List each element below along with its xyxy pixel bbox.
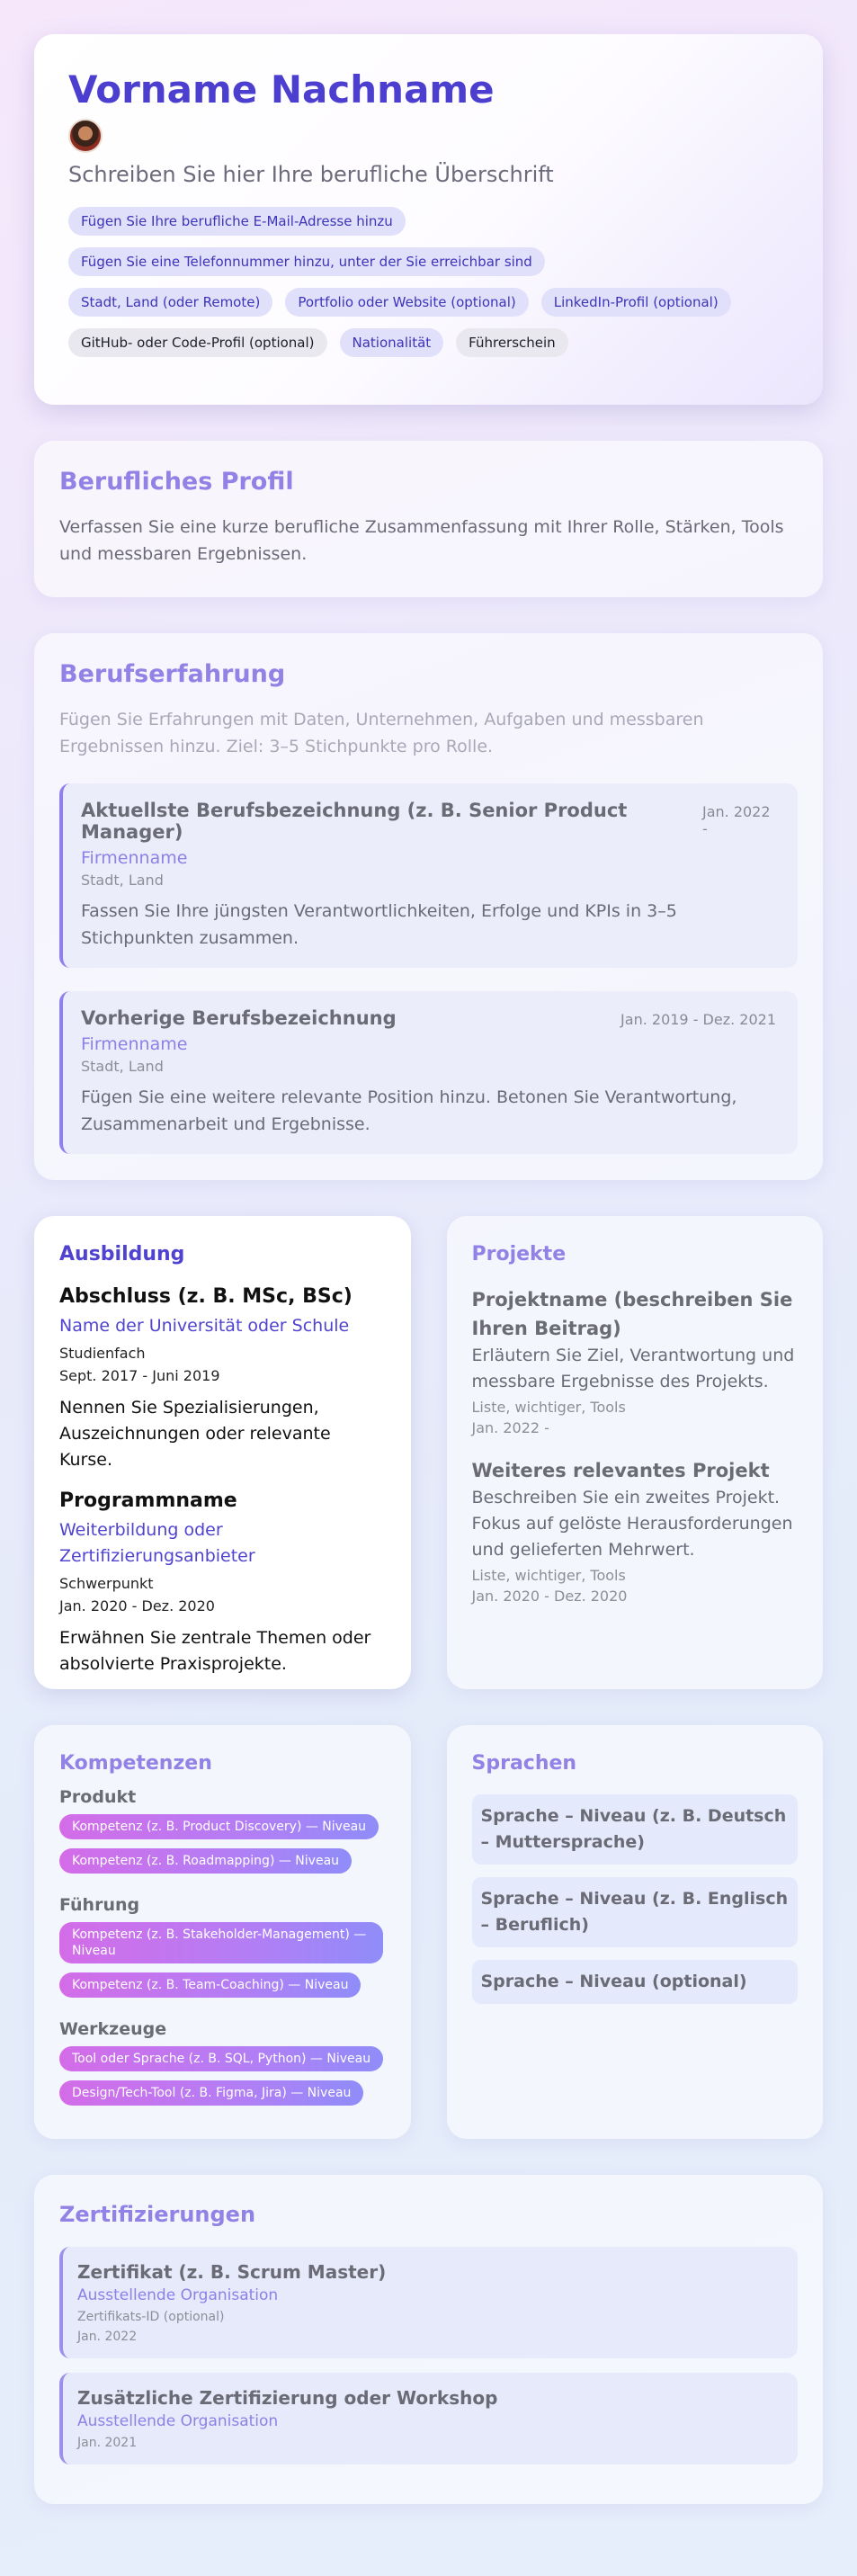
project-tools: Liste, wichtiger, Tools	[471, 1399, 626, 1416]
skill-pill: Design/Tech-Tool (z. B. Figma, Jira) — Niveau	[59, 2080, 363, 2106]
language-item: Sprache – Niveau (optional)	[472, 1960, 799, 2004]
job-title: Aktuellste Berufsbezeichnung (z. B. Senior Product Manager)	[81, 800, 628, 843]
edu-field: Schwerpunkt	[59, 1575, 154, 1592]
profile-section	[34, 441, 823, 597]
section-title: Ausbildung	[59, 1243, 185, 1266]
skill-group-title: Führung	[59, 1895, 140, 1915]
profile-text: Verfassen Sie eine kurze berufliche Zusammenfassung mit Ihrer Rolle, Stärken, Tools und messbaren Ergebnissen.	[59, 517, 784, 564]
linkedin-chip[interactable]: LinkedIn-Profil (optional)	[541, 288, 731, 317]
skill-pill: Kompetenz (z. B. Product Discovery) — Niveau	[59, 1814, 379, 1839]
job-date: Jan. 2022 -	[701, 803, 771, 837]
portfolio-chip[interactable]: Portfolio oder Website (optional)	[285, 288, 528, 317]
edu-school: Weiterbildung oder Zertifizierungsanbieter	[59, 1520, 255, 1566]
phone-chip[interactable]: Fügen Sie eine Telefonnummer hinzu, unter der Sie erreichbar sind	[68, 247, 545, 276]
job-entry	[59, 991, 798, 1154]
cert-name: Zertifikat (z. B. Scrum Master)	[77, 2261, 387, 2283]
section-title: Berufserfahrung	[59, 660, 286, 688]
section-title: Sprachen	[471, 1752, 577, 1775]
job-location: Stadt, Land	[81, 872, 164, 889]
section-title: Projekte	[471, 1243, 567, 1266]
edu-field: Studienfach	[59, 1345, 146, 1362]
license-chip: Führerschein	[456, 328, 568, 357]
job-company: Firmenname	[81, 848, 188, 868]
job-company: Firmenname	[81, 1034, 188, 1054]
skill-group-title: Produkt	[59, 1787, 137, 1807]
job-description: Fassen Sie Ihre jüngsten Verantwortlichkeiten, Erfolge und KPIs in 3–5 Stichpunkten zusammen.	[81, 901, 677, 948]
language-item: Sprache – Niveau (z. B. Deutsch – Muttersprache)	[472, 1794, 799, 1865]
project-tools: Liste, wichtiger, Tools	[471, 1567, 626, 1584]
cert-id: Zertifikats-ID (optional)	[77, 2310, 225, 2324]
contact-chips	[68, 207, 788, 357]
edu-date: Sept. 2017 - Juni 2019	[59, 1367, 220, 1384]
education-section	[34, 1216, 411, 1689]
edu-degree: Abschluss (z. B. MSc, BSc)	[59, 1285, 353, 1308]
project-description: Beschreiben Sie ein zweites Projekt. Fokus auf gelöste Herausforderungen und gelieferten Mehrwert.	[471, 1488, 793, 1560]
nationality-chip: Nationalität	[340, 328, 444, 357]
section-title: Berufliches Profil	[59, 468, 294, 496]
job-description: Fügen Sie eine weitere relevante Position hinzu. Betonen Sie Verantwortung, Zusammenarbeit und Ergebnisse.	[81, 1087, 737, 1134]
job-entry	[59, 783, 798, 968]
skills-section	[34, 1725, 411, 2139]
header-card	[34, 34, 823, 405]
skill-pill: Kompetenz (z. B. Stakeholder-Management) — Niveau	[59, 1922, 383, 1963]
email-chip[interactable]: Fügen Sie Ihre berufliche E-Mail-Adresse hinzu	[68, 207, 406, 236]
edu-school: Name der Universität oder Schule	[59, 1316, 350, 1336]
project-description: Erläutern Sie Ziel, Verantwortung und messbare Ergebnisse des Projekts.	[471, 1346, 795, 1391]
experience-intro: Fügen Sie Erfahrungen mit Daten, Unternehmen, Aufgaben und messbaren Ergebnissen hinzu. Ziel: 3–5 Stichpunkte pro Rolle.	[59, 710, 704, 756]
github-chip[interactable]: GitHub- oder Code-Profil (optional)	[68, 328, 327, 357]
location-chip: Stadt, Land (oder Remote)	[68, 288, 272, 317]
cert-org: Ausstellende Organisation	[77, 2412, 279, 2430]
section-title: Kompetenzen	[59, 1752, 212, 1775]
experience-section	[34, 633, 823, 1180]
projects-section	[447, 1216, 824, 1689]
languages-section	[447, 1725, 824, 2139]
job-title: Vorherige Berufsbezeichnung	[81, 1007, 397, 1029]
cert-date: Jan. 2021	[77, 2436, 138, 2450]
project-name: Weiteres relevantes Projekt	[471, 1460, 770, 1481]
certifications-section	[34, 2175, 823, 2504]
project-date: Jan. 2022 -	[471, 1419, 549, 1436]
section-title: Zertifizierungen	[59, 2202, 256, 2227]
skill-group-title: Werkzeuge	[59, 2019, 167, 2039]
project-date: Jan. 2020 - Dez. 2020	[471, 1588, 628, 1605]
skill-pill: Kompetenz (z. B. Roadmapping) — Niveau	[59, 1848, 352, 1874]
edu-description: Erwähnen Sie zentrale Themen oder absolvierte Praxisprojekte.	[59, 1628, 371, 1674]
edu-degree: Programmname	[59, 1489, 237, 1512]
certification-entry	[59, 2247, 798, 2358]
job-date: Jan. 2019 - Dez. 2021	[620, 1011, 776, 1028]
skill-pill: Kompetenz (z. B. Team-Coaching) — Niveau	[59, 1972, 361, 1998]
edu-description: Nennen Sie Spezialisierungen, Auszeichnungen oder relevante Kurse.	[59, 1398, 331, 1470]
certification-entry	[59, 2373, 798, 2464]
candidate-name: Vorname Nachname	[68, 67, 495, 112]
cert-date: Jan. 2022	[77, 2330, 138, 2344]
project-name: Projektname (beschreiben Sie Ihren Beitrag)	[471, 1289, 793, 1339]
language-item: Sprache – Niveau (z. B. Englisch – Beruflich)	[472, 1877, 799, 1947]
avatar-photo-icon	[68, 119, 103, 153]
cert-name: Zusätzliche Zertifizierung oder Workshop	[77, 2387, 498, 2409]
headline: Schreiben Sie hier Ihre berufliche Überschrift	[68, 162, 554, 187]
cert-org: Ausstellende Organisation	[77, 2286, 279, 2304]
edu-date: Jan. 2020 - Dez. 2020	[59, 1597, 215, 1614]
skill-pill: Tool oder Sprache (z. B. SQL, Python) — Niveau	[59, 2046, 383, 2071]
job-location: Stadt, Land	[81, 1058, 164, 1075]
